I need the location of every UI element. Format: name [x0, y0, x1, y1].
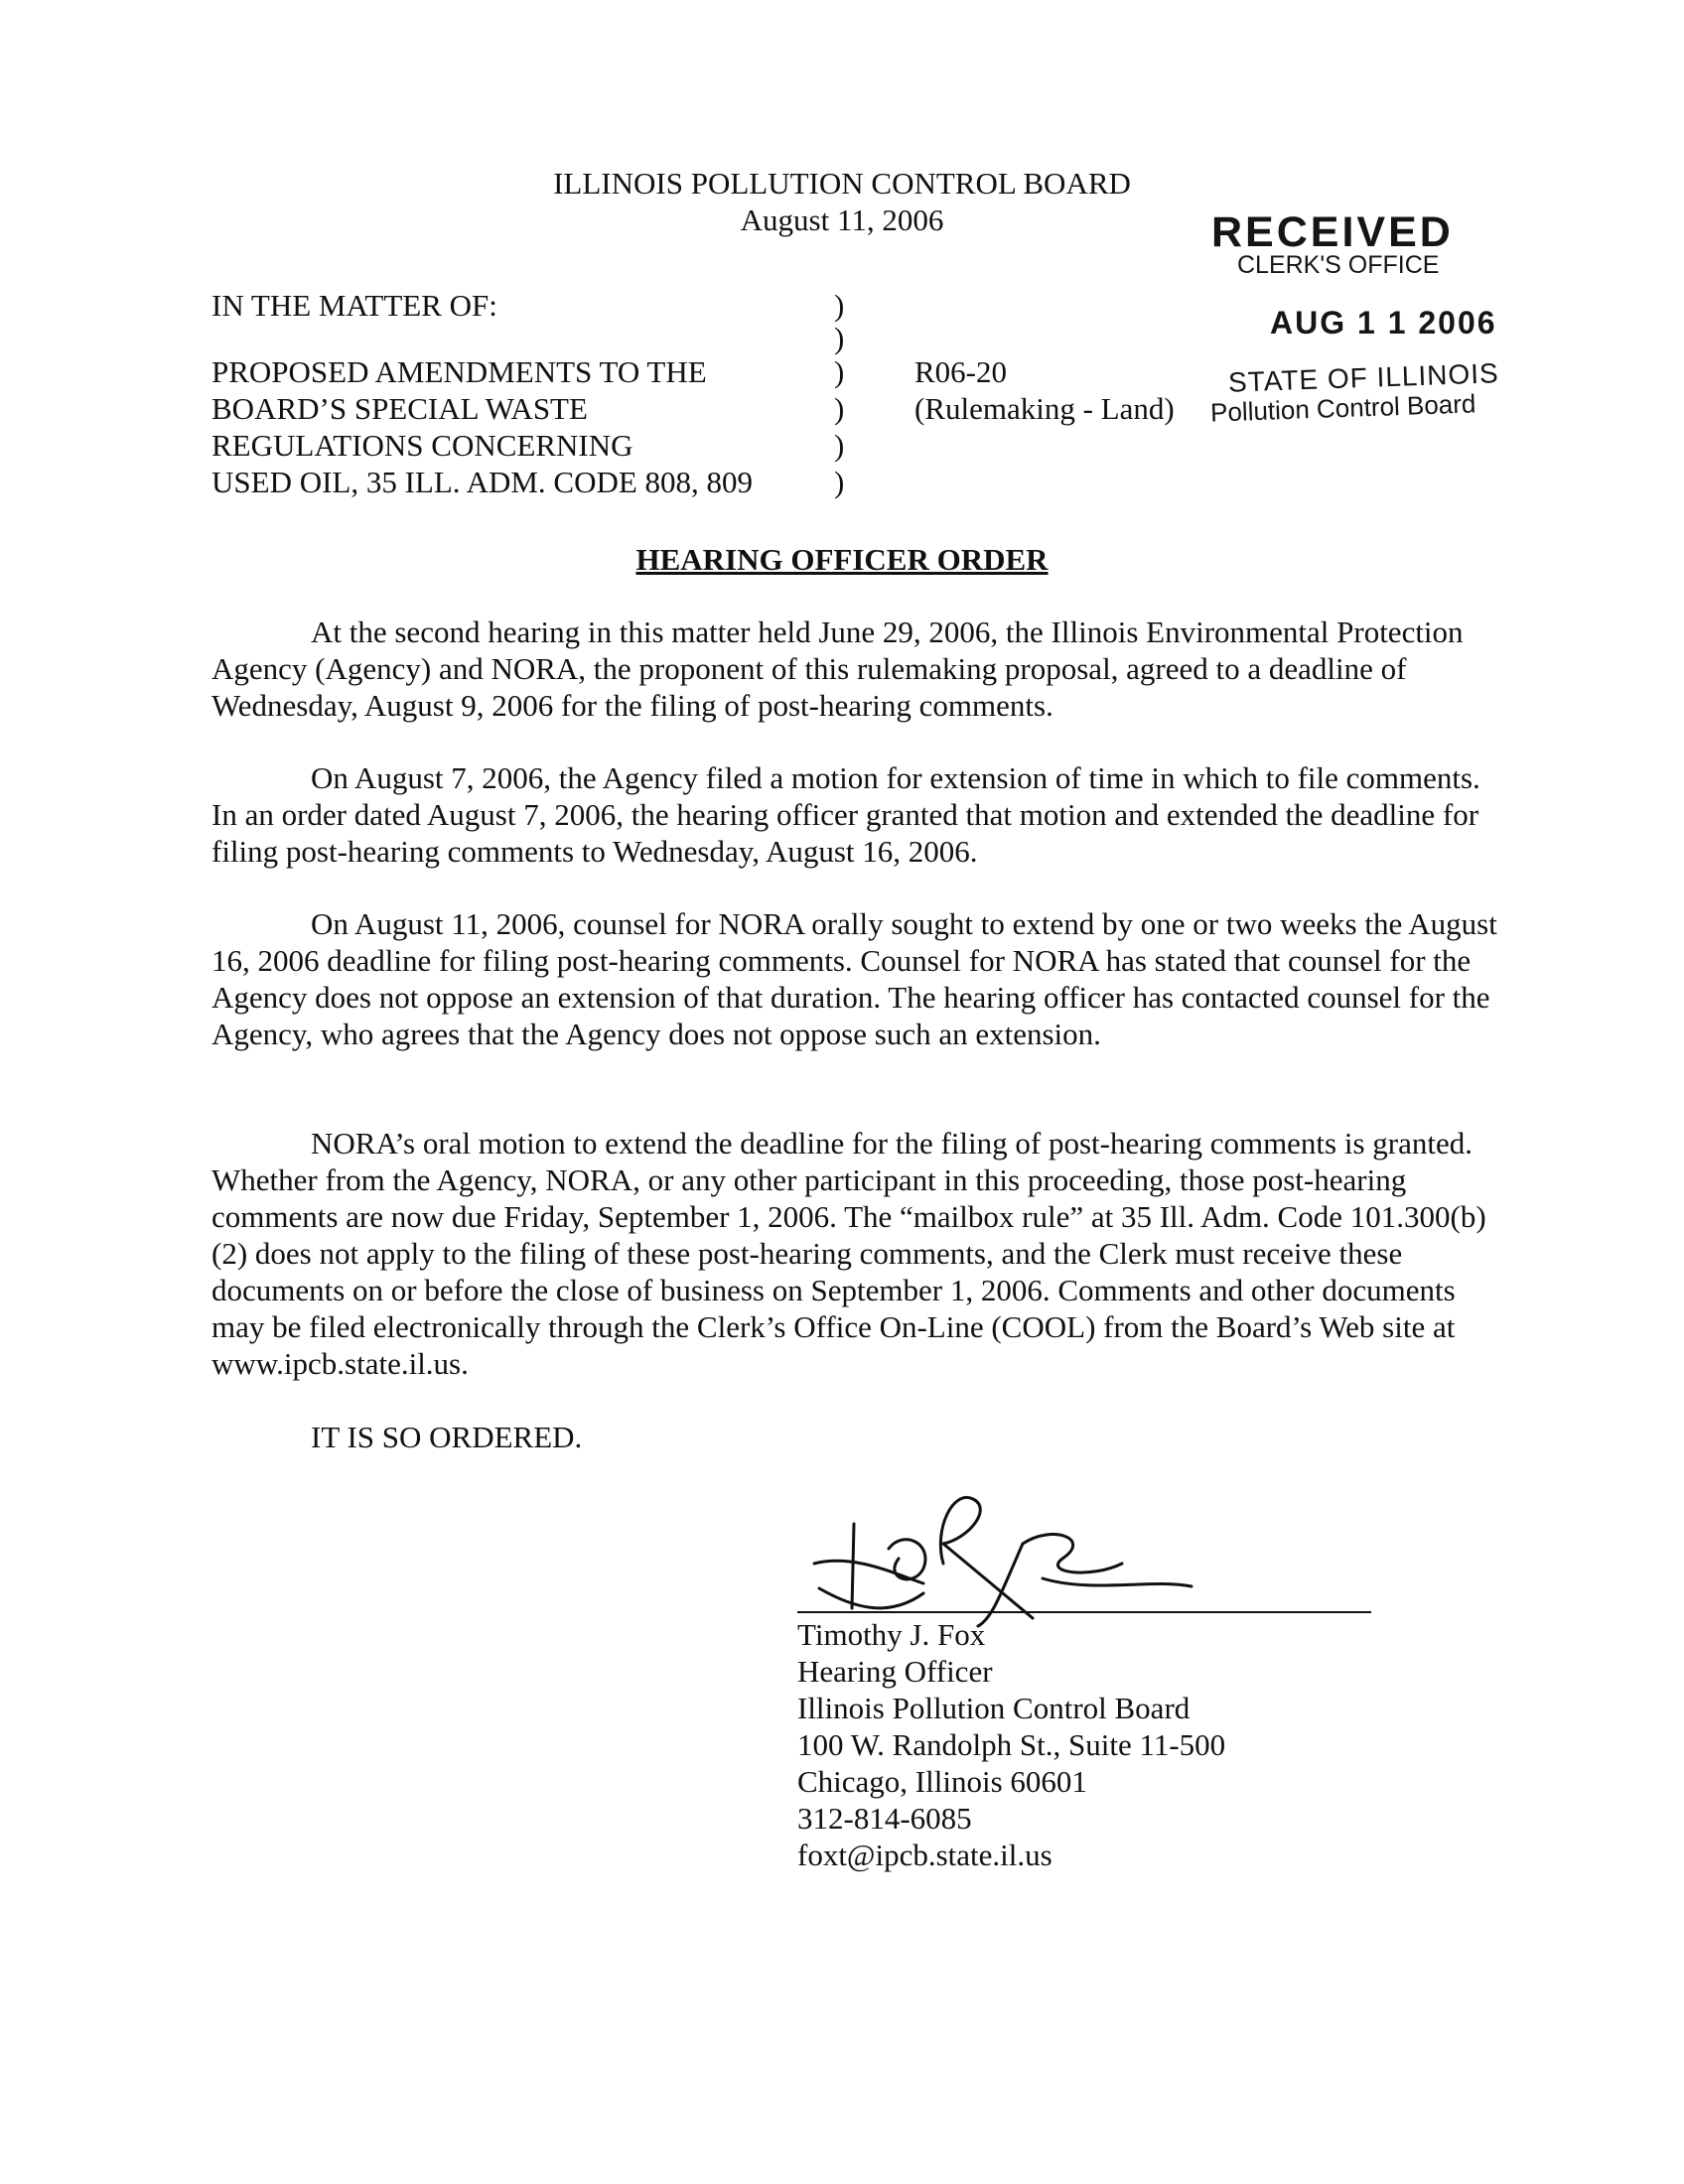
- caption-paren: ): [834, 288, 845, 323]
- signer-organization: Illinois Pollution Control Board: [797, 1691, 1191, 1725]
- signer-address-line: Chicago, Illinois 60601: [797, 1764, 1087, 1799]
- order-paragraph: NORA’s oral motion to extend the deadline for the filing of post-hearing comments is granted. Whether from the Agency, NORA, or any other participant in this proceeding, those post-hearing comments are now due Friday, September 1, 2006. The “mailbox rule” at 35 Ill. Adm. Code 101.300(b)(2) does not apply to the filing of these post-hearing comments, and the Clerk must receive these documents on or before the close of business on September 1, 2006. Comments and other documents may be filed electronically through the Clerk’s Office On-Line (COOL) from the Board’s Web site at www.ipcb.state.il.us.: [211, 1126, 1486, 1381]
- stamp-office: CLERK'S OFFICE: [1237, 251, 1440, 279]
- signer-address-line: 100 W. Randolph St., Suite 11-500: [797, 1727, 1226, 1762]
- order-date: August 11, 2006: [740, 203, 944, 237]
- caption-line: REGULATIONS CONCERNING: [211, 428, 633, 463]
- caption-matter: IN THE MATTER OF:: [211, 288, 497, 323]
- order-paragraph: At the second hearing in this matter held June 29, 2006, the Illinois Environmental Protection Agency (Agency) and NORA, the proponent of this rulemaking proposal, agreed to a deadline of Wednesday, August 9, 2006 for the filing of post-hearing comments.: [211, 614, 1464, 723]
- stamp-date: AUG 1 1 2006: [1270, 305, 1497, 341]
- caption-line: PROPOSED AMENDMENTS TO THE: [211, 354, 707, 389]
- stamp-state: STATE OF ILLINOIS: [1227, 357, 1500, 398]
- caption-paren: ): [834, 465, 845, 499]
- signer-phone: 312-814-6085: [797, 1801, 972, 1836]
- caption-line: BOARD’S SPECIAL WASTE: [211, 391, 588, 426]
- stamp-board: Pollution Control Board: [1209, 388, 1476, 428]
- docket-type: (Rulemaking - Land): [914, 391, 1175, 426]
- order-paragraph: On August 11, 2006, counsel for NORA orally sought to extend by one or two weeks the August 16, 2006 deadline for filing post-hearing comments. Counsel for NORA has stated that counsel for the Agency does not oppose an extension of that duration. The hearing officer has contacted counsel for the Agency, who agrees that the Agency does not oppose such an extension.: [211, 906, 1497, 1051]
- board-name: ILLINOIS POLLUTION CONTROL BOARD: [553, 166, 1131, 201]
- signature-line: [797, 1611, 1371, 1613]
- docket-number: R06-20: [914, 354, 1007, 389]
- signer-email: foxt@ipcb.state.il.us: [797, 1838, 1052, 1872]
- caption-paren: ): [834, 354, 845, 389]
- stamp-received: RECEIVED: [1211, 208, 1454, 256]
- closing-statement: IT IS SO ORDERED.: [311, 1420, 583, 1454]
- order-paragraph: On August 7, 2006, the Agency filed a motion for extension of time in which to file comments. In an order dated August 7, 2006, the hearing officer granted that motion and extended the deadline for filing post-hearing comments to Wednesday, August 16, 2006.: [211, 760, 1480, 869]
- signer-title: Hearing Officer: [797, 1654, 993, 1689]
- caption-paren: ): [834, 391, 845, 426]
- caption-paren: ): [834, 321, 845, 355]
- signer-name: Timothy J. Fox: [797, 1617, 986, 1652]
- caption-line: USED OIL, 35 ILL. ADM. CODE 808, 809: [211, 465, 754, 499]
- order-title: HEARING OFFICER ORDER: [635, 542, 1049, 577]
- caption-paren: ): [834, 428, 845, 463]
- handwritten-signature: [794, 1469, 1241, 1628]
